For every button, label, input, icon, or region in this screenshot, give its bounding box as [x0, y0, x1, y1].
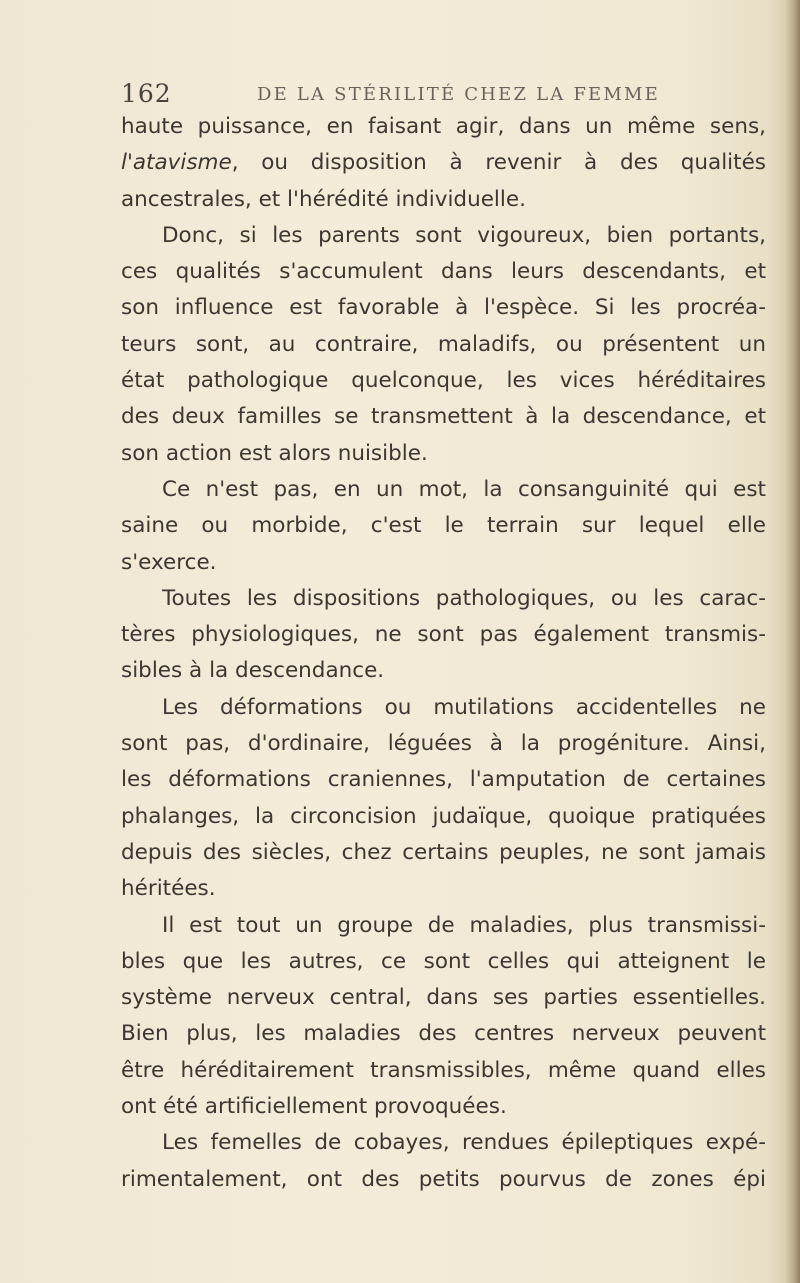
line-text: Il est tout un groupe de maladies, plus transmissi-	[162, 912, 766, 938]
line-text: bles que les autres, ce sont celles qui atteignent le	[121, 948, 766, 974]
line-text: son action est alors nuisible.	[121, 440, 428, 466]
page-number: 162	[121, 79, 172, 108]
line-text: sont pas, d'ordinaire, léguées à la progéniture. Ainsi,	[121, 731, 766, 757]
text-line	[121, 980, 766, 1016]
line-text: tères physiologiques, ne sont pas également transmis-	[121, 622, 766, 648]
text-line	[121, 871, 766, 907]
line-text: ces qualités s'accumulent dans leurs descendants, et	[121, 259, 766, 285]
line-text: saine ou morbide, c'est le terrain sur lequel elle	[121, 513, 766, 539]
text-line	[121, 799, 766, 835]
page-header	[121, 79, 761, 113]
line-text: Les déformations ou mutilations accidentelles ne	[162, 694, 766, 720]
line-text: haute puissance, en faisant agir, dans un même sens,	[121, 114, 766, 139]
line-text: ancestrales, et l'hérédité individuelle.	[121, 186, 526, 212]
text-line	[121, 290, 766, 326]
text-line	[121, 1125, 766, 1161]
text-line	[121, 218, 766, 254]
line-text: Ce n'est pas, en un mot, la consanguinité qui est	[162, 476, 766, 502]
text-line	[121, 145, 766, 181]
italic-term: l'atavisme	[121, 150, 232, 176]
text-line	[121, 581, 766, 617]
line-text: système nerveux central, dans ses parties essentielles.	[121, 985, 766, 1011]
line-text: les déformations craniennes, l'amputation de certaines	[121, 767, 766, 793]
text-line	[121, 835, 766, 871]
text-line	[121, 1016, 766, 1052]
text-line	[121, 545, 766, 581]
text-line	[121, 254, 766, 290]
text-line	[121, 436, 766, 472]
text-line	[121, 1089, 766, 1125]
line-text: phalanges, la circoncision judaïque, quoique pratiquées	[121, 803, 766, 829]
line-text: son influence est favorable à l'espèce. Si les procréa-	[121, 295, 766, 321]
page-edge-shadow	[786, 0, 800, 1283]
line-text: s'exerce.	[121, 549, 217, 575]
text-line	[121, 109, 766, 145]
line-text: Bien plus, les maladies des centres nerveux peuvent	[121, 1021, 766, 1047]
line-text: héritées.	[121, 876, 216, 902]
line-text: Toutes les dispositions pathologiques, ou les carac-	[162, 585, 766, 611]
text-line	[121, 653, 766, 689]
running-title: DE LA STÉRILITÉ CHEZ LA FEMME	[257, 84, 660, 105]
text-line	[121, 762, 766, 798]
text-line	[121, 182, 766, 218]
text-line	[121, 726, 766, 762]
text-line	[121, 327, 766, 363]
body-text	[121, 109, 766, 1198]
text-line	[121, 908, 766, 944]
line-text: , ou disposition à revenir à des qualités	[231, 150, 766, 176]
text-line	[121, 399, 766, 435]
line-text: ont été artificiellement provoquées.	[121, 1094, 507, 1120]
text-line	[121, 944, 766, 980]
line-text: sibles à la descendance.	[121, 658, 385, 684]
line-text: des deux familles se transmettent à la descendance, et	[121, 404, 766, 430]
line-text: depuis des siècles, chez certains peuples, ne sont jamais	[121, 839, 766, 865]
line-text: Les femelles de cobayes, rendues épileptiques expé-	[162, 1130, 766, 1156]
line-text: rimentalement, ont des petits pourvus de zones épi	[121, 1166, 766, 1192]
text-line	[121, 1053, 766, 1089]
line-text: teurs sont, au contraire, maladifs, ou présentent un	[121, 331, 766, 357]
text-line	[121, 1162, 766, 1198]
text-line	[121, 690, 766, 726]
line-text: être héréditairement transmissibles, même quand elles	[121, 1057, 766, 1083]
text-line	[121, 617, 766, 653]
text-line	[121, 472, 766, 508]
line-text: état pathologique quelconque, les vices héréditaires	[121, 368, 766, 394]
line-text: Donc, si les parents sont vigoureux, bien portants,	[162, 222, 766, 248]
text-line	[121, 363, 766, 399]
text-line	[121, 508, 766, 544]
